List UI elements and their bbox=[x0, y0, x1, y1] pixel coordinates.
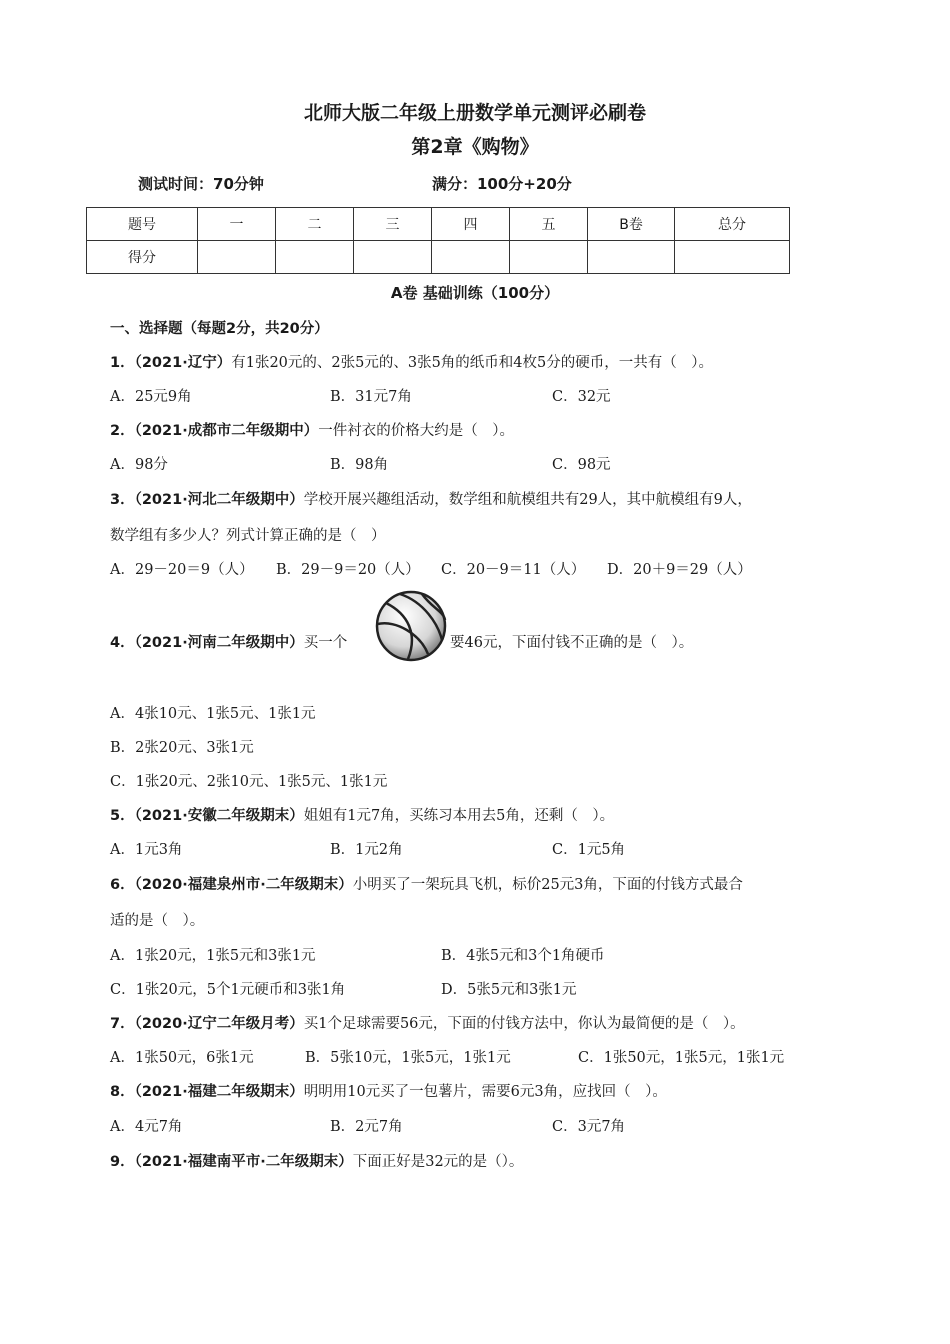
score-header-cell: 三 bbox=[354, 208, 432, 241]
question-text: 一件衬衣的价格大约是（ ）。 bbox=[318, 423, 514, 439]
score-header-cell: 四 bbox=[432, 208, 510, 241]
basketball-icon bbox=[374, 590, 448, 662]
q2-option-b: B．98角 bbox=[330, 457, 389, 473]
q5-option-c: C．1元5角 bbox=[552, 842, 626, 858]
q3-option-a: A．29－20＝9（人） bbox=[110, 562, 254, 578]
full-score: 满分：100分+20分 bbox=[432, 175, 572, 193]
question-9 bbox=[110, 1150, 523, 1171]
q8-option-b: B．2元7角 bbox=[330, 1119, 403, 1135]
q7-option-a: A．1张50元，6张1元 bbox=[110, 1050, 254, 1066]
question-text: 小明买了一架玩具飞机，标价25元3角，下面的付钱方式最合 bbox=[352, 877, 743, 893]
q8-option-a: A．4元7角 bbox=[110, 1119, 183, 1135]
test-time: 测试时间：70分钟 bbox=[138, 175, 264, 193]
question-source: （2021·河北二年级期中） bbox=[134, 492, 304, 508]
question-text: 有1张20元的、2张5元的、3张5角的纸币和4枚5分的硬币，一共有（ ）。 bbox=[231, 355, 713, 371]
question-source: （2021·辽宁） bbox=[134, 355, 232, 371]
question-text: 明明用10元买了一包薯片，需要6元3角，应找回（ ）。 bbox=[303, 1084, 667, 1100]
question-text: 下面正好是32元的是（）。 bbox=[352, 1154, 524, 1170]
q7-option-c: C．1张50元，1张5元，1张1元 bbox=[578, 1050, 785, 1066]
score-cell bbox=[198, 241, 276, 274]
question-source: （2021·河南二年级期中） bbox=[134, 635, 304, 651]
q4-option-b: B．2张20元、3张1元 bbox=[110, 740, 254, 756]
q2-option-a: A．98分 bbox=[110, 457, 168, 473]
q6-option-d: D．5张5元和3张1元 bbox=[441, 982, 577, 998]
score-header-cell: 二 bbox=[276, 208, 354, 241]
question-number: 5． bbox=[110, 808, 135, 824]
question-text: 学校开展兴趣组活动，数学组和航模组共有29人，其中航模组有9人， bbox=[303, 492, 752, 508]
question-source: （2021·福建南平市·二年级期末） bbox=[134, 1154, 353, 1170]
q6-option-a: A．1张20元，1张5元和3张1元 bbox=[110, 948, 316, 964]
score-cell bbox=[510, 241, 588, 274]
question-number: 1． bbox=[110, 355, 135, 371]
q4-option-c: C．1张20元、2张10元、1张5元、1张1元 bbox=[110, 774, 388, 790]
question-4 bbox=[110, 631, 347, 652]
question-number: 8． bbox=[110, 1084, 135, 1100]
question-text: 买一个 bbox=[303, 635, 348, 651]
score-header-cell: 一 bbox=[198, 208, 276, 241]
question-6-continued: 适的是（ ）。 bbox=[110, 913, 205, 929]
page-title: 北师大版二年级上册数学单元测评必刷卷 bbox=[303, 102, 646, 124]
question-2 bbox=[110, 419, 514, 440]
question-number: 6． bbox=[110, 877, 135, 893]
question-4-tail: 要46元，下面付钱不正确的是（ ）。 bbox=[450, 635, 694, 651]
q3-option-c: C．20－9＝11（人） bbox=[441, 562, 586, 578]
question-text: 买1个足球需要56元，下面的付钱方法中，你认为最简便的是（ ）。 bbox=[303, 1016, 745, 1032]
score-cell bbox=[276, 241, 354, 274]
question-text: 姐姐有1元7角，买练习本用去5角，还剩（ ）。 bbox=[303, 808, 615, 824]
score-header-cell: B卷 bbox=[588, 208, 675, 241]
q8-option-c: C．3元7角 bbox=[552, 1119, 626, 1135]
question-number: 4． bbox=[110, 635, 135, 651]
q6-option-c: C．1张20元，5个1元硬币和3张1角 bbox=[110, 982, 346, 998]
question-number: 3． bbox=[110, 492, 135, 508]
question-3-continued: 数学组有多少人？列式计算正确的是（ ） bbox=[110, 528, 386, 544]
q4-option-a: A．4张10元、1张5元、1张1元 bbox=[110, 706, 316, 722]
question-8 bbox=[110, 1080, 667, 1101]
part-1-heading: 一、选择题（每题2分，共20分） bbox=[110, 321, 329, 337]
q3-option-b: B．29－9＝20（人） bbox=[276, 562, 420, 578]
question-source: （2020·福建泉州市·二年级期末） bbox=[134, 877, 353, 893]
score-header-cell: 总分 bbox=[675, 208, 790, 241]
question-source: （2021·成都市二年级期中） bbox=[134, 423, 319, 439]
score-header-cell: 五 bbox=[510, 208, 588, 241]
q7-option-b: B．5张10元，1张5元，1张1元 bbox=[305, 1050, 511, 1066]
question-source: （2021·安徽二年级期末） bbox=[134, 808, 304, 824]
q6-option-b: B．4张5元和3个1角硬币 bbox=[441, 948, 605, 964]
question-number: 9． bbox=[110, 1154, 135, 1170]
q5-option-a: A．1元3角 bbox=[110, 842, 183, 858]
q2-option-c: C．98元 bbox=[552, 457, 611, 473]
score-row-label: 得分 bbox=[87, 241, 198, 274]
q1-option-c: C．32元 bbox=[552, 389, 611, 405]
question-3 bbox=[110, 488, 752, 509]
question-1 bbox=[110, 351, 713, 372]
q5-option-b: B．1元2角 bbox=[330, 842, 403, 858]
q3-option-d: D．20＋9＝29（人） bbox=[607, 562, 752, 578]
question-6 bbox=[110, 873, 743, 894]
q1-option-a: A．25元9角 bbox=[110, 389, 192, 405]
question-number: 2． bbox=[110, 423, 135, 439]
question-source: （2021·福建二年级期末） bbox=[134, 1084, 304, 1100]
score-table bbox=[86, 207, 790, 274]
chapter-subtitle: 第2章《购物》 bbox=[411, 136, 539, 158]
question-source: （2020·辽宁二年级月考） bbox=[134, 1016, 304, 1032]
score-cell bbox=[354, 241, 432, 274]
score-cell bbox=[432, 241, 510, 274]
question-7 bbox=[110, 1012, 745, 1033]
q1-option-b: B．31元7角 bbox=[330, 389, 412, 405]
question-number: 7． bbox=[110, 1016, 135, 1032]
question-5 bbox=[110, 804, 614, 825]
section-a-heading: A卷 基础训练（100分） bbox=[390, 284, 560, 302]
score-header-cell: 题号 bbox=[87, 208, 198, 241]
score-cell bbox=[675, 241, 790, 274]
score-cell bbox=[588, 241, 675, 274]
